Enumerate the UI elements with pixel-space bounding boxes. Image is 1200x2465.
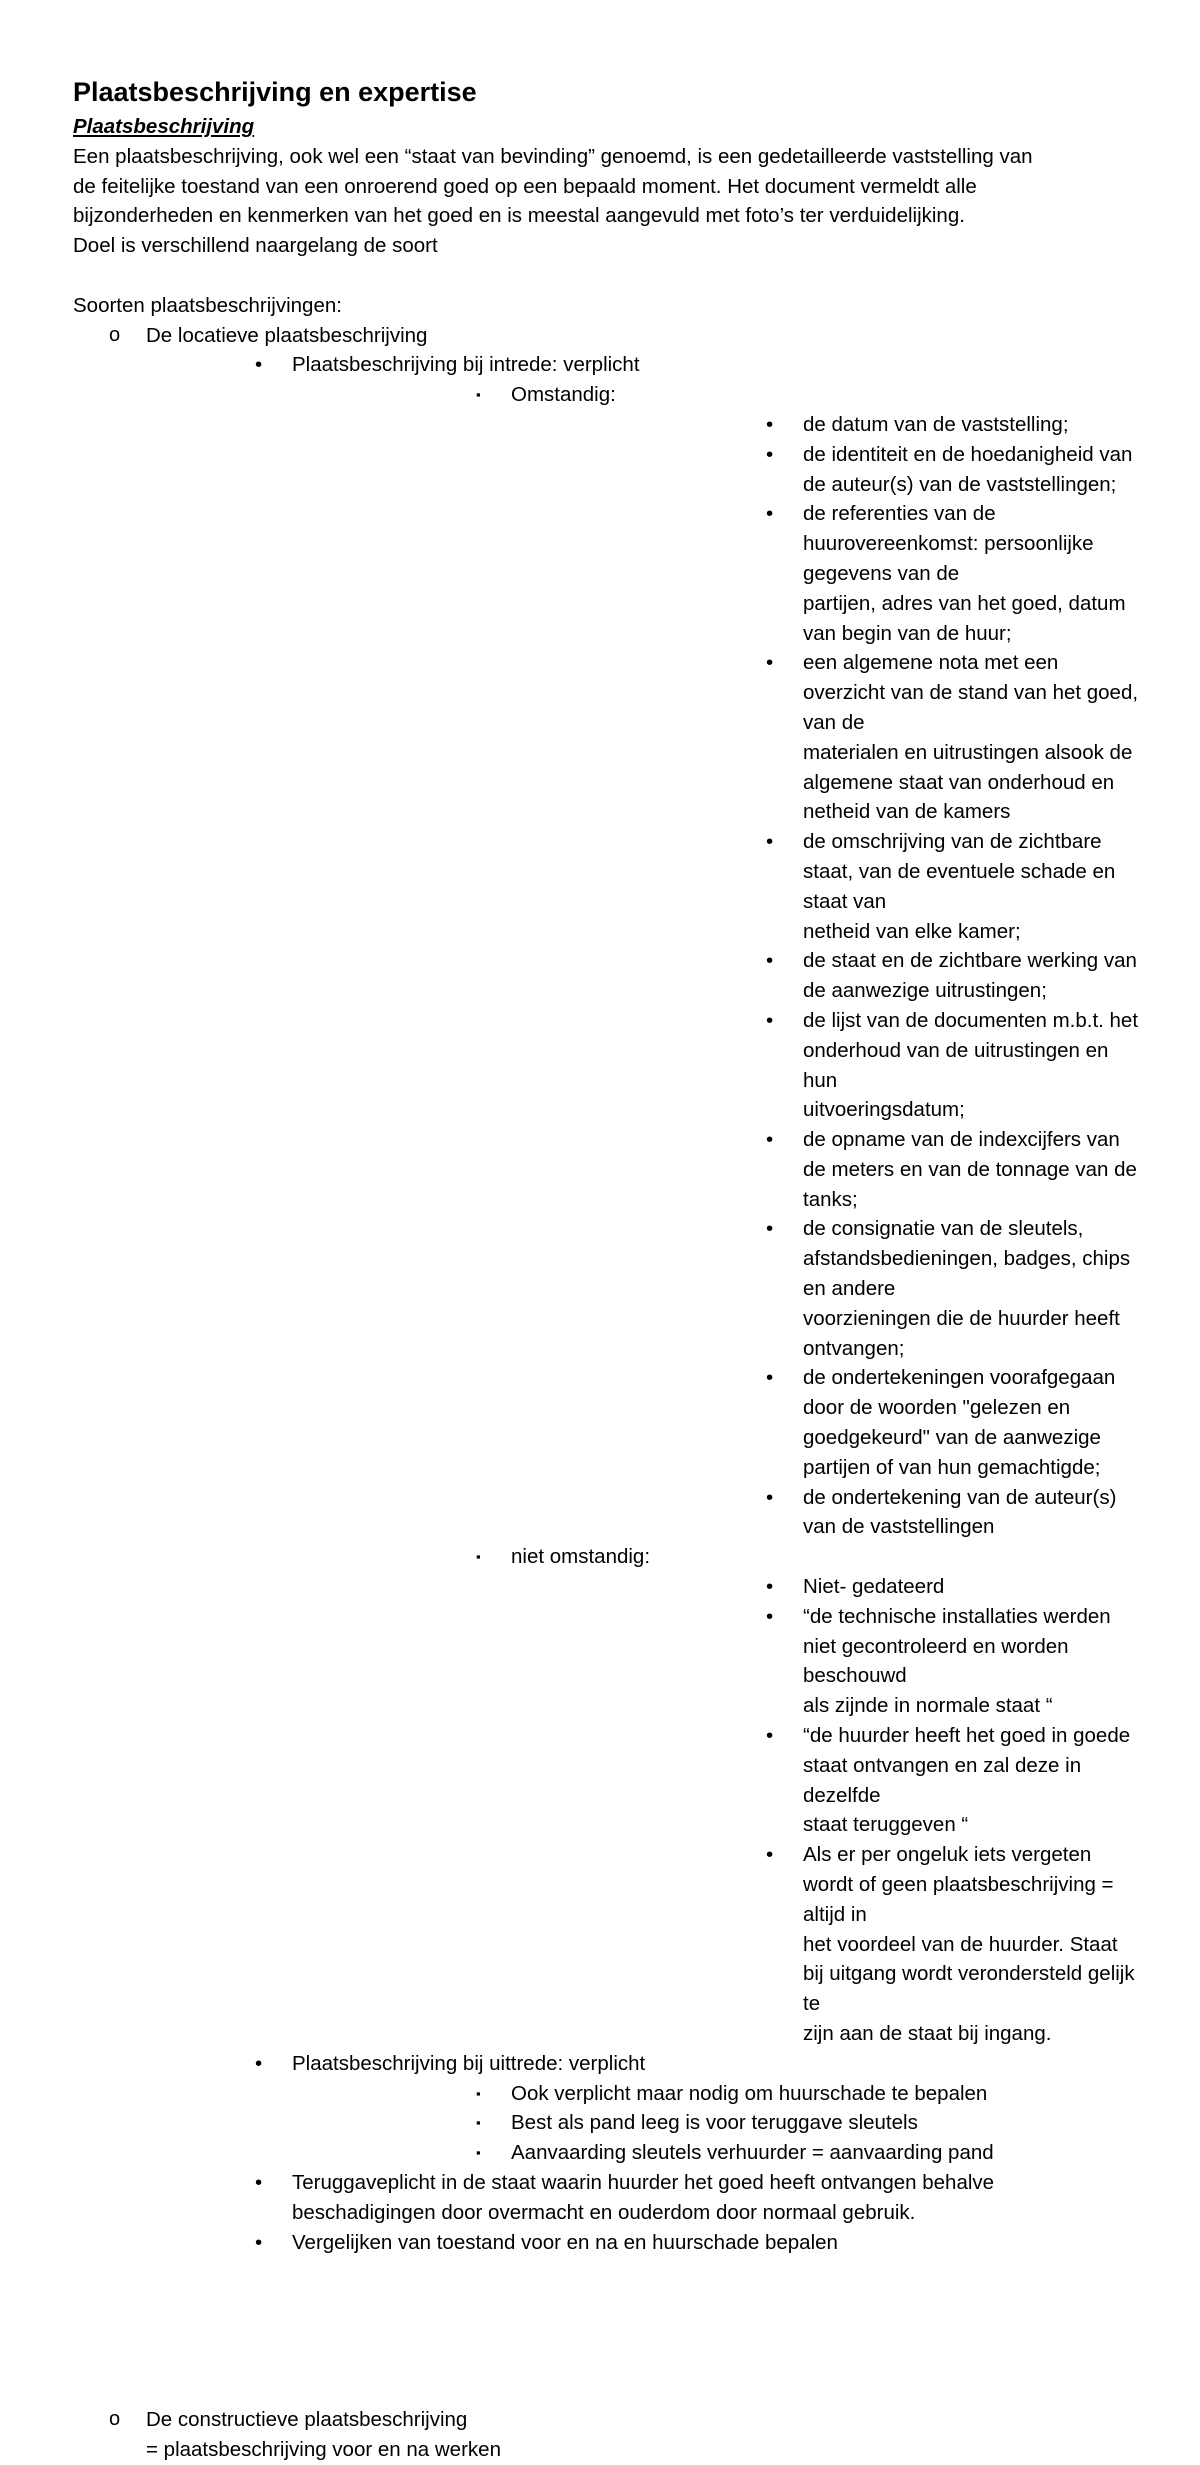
list-item-text: materialen en uitrustingen alsook de algemene staat van onderhoud en (803, 740, 1133, 794)
constructieve-definition: = plaatsbeschrijving voor en na werken (146, 2438, 501, 2462)
list-item-text: partijen, adres van het goed, datum van begin van de huur; (803, 591, 1126, 645)
bullet-icon: • (766, 1724, 774, 1748)
bullet-icon: • (766, 949, 774, 973)
bullet-icon: • (766, 1008, 774, 1032)
uittrede-label: Plaatsbeschrijving bij uittrede: verplicht (292, 2051, 646, 2075)
bullet-icon: • (766, 442, 774, 466)
list-item-text: voorzieningen die de huurder heeft ontvangen; (803, 1306, 1120, 1360)
list-item-intrede (146, 350, 1143, 2048)
list-item (511, 499, 1143, 648)
list-item-text: Best als pand leeg is voor teruggave sleutels (511, 2111, 918, 2135)
list-item-text: Niet- gedateerd (803, 1575, 945, 1599)
list-item-text: als zijnde in normale staat “ (803, 1694, 1053, 1718)
omstandig-items (511, 410, 1143, 1542)
list-item-text: netheid van de kamers (803, 800, 1011, 824)
bullet-icon: • (766, 1485, 774, 1509)
list-item (511, 410, 1143, 440)
blank-line (73, 261, 1143, 291)
square-bullet-icon: ▪ (476, 2145, 481, 2161)
intro-line-4: Doel is verschillend naargelang de soort (73, 234, 438, 258)
list-item (511, 827, 1143, 946)
square-bullet-icon: ▪ (476, 1549, 481, 1565)
list-item-text: Vergelijken van toestand voor en na en huurschade bepalen (292, 2230, 838, 2254)
list-item (511, 1125, 1143, 1214)
intro-line-3: bijzonderheden en kenmerken van het goed en is meestal aangevuld met foto’s ter verduidelijking. (73, 204, 965, 228)
list-item (511, 1214, 1143, 1363)
square-bullet-icon: ▪ (476, 2085, 481, 2101)
locatieve-label: De locatieve plaatsbeschrijving (146, 323, 428, 347)
list-item-text: Als er per ongeluk iets vergeten wordt of geen plaatsbeschrijving = altijd in (803, 1843, 1114, 1926)
list-item-text: de consignatie van de sleutels, afstandsbedieningen, badges, chips en andere (803, 1217, 1131, 1301)
list-item (511, 1602, 1143, 1721)
list-item (511, 1721, 1143, 1840)
list-item-text: Ook verplicht maar nodig om huurschade te bepalen (511, 2081, 988, 2105)
list-item (511, 648, 1143, 827)
bullet-icon: • (766, 1128, 774, 1152)
locatieve-sublist (146, 350, 1143, 2257)
bullet-icon: • (766, 502, 774, 526)
list-item-text: de lijst van de documenten m.b.t. het onderhoud van de uitrustingen en hun (803, 1008, 1139, 1092)
list-item-text: de ondertekeningen voorafgegaan door de woorden "gelezen en (803, 1366, 1116, 1420)
bullet-icon: • (766, 1843, 774, 1867)
square-bullet-icon: ▪ (476, 387, 481, 403)
types-list (73, 321, 1143, 2258)
list-item-text: de opname van de indexcijfers van de meters en van de tonnage van de tanks; (803, 1128, 1137, 1211)
omstandig-label: Omstandig: (511, 383, 616, 407)
list-item-locatieve (73, 321, 1143, 2258)
document-page (73, 76, 1143, 2465)
bullet-icon: • (255, 353, 263, 377)
list-item (511, 1006, 1143, 1125)
circle-marker-icon: o (109, 2408, 121, 2431)
list-item-text: de identiteit en de hoedanigheid van de auteur(s) van de vaststellingen; (803, 442, 1133, 496)
square-bullet-icon: ▪ (476, 2115, 481, 2131)
bullet-icon: • (255, 2230, 263, 2254)
list-item (511, 1483, 1143, 1543)
bullet-icon: • (766, 1217, 774, 1241)
intrede-label: Plaatsbeschrijving bij intrede: verplicht (292, 353, 640, 377)
intro-line-2: de feitelijke toestand van een onroerend goed op een bepaald moment. Het document vermeldt alle (73, 174, 977, 198)
section-subtitle: Plaatsbeschrijving (73, 115, 255, 138)
list-item-omstandig (292, 380, 1143, 1542)
list-item-text: uitvoeringsdatum; (803, 1098, 965, 1122)
list-item (511, 1840, 1143, 2049)
list-item-uittrede (146, 2049, 1143, 2168)
bullet-icon: • (766, 651, 774, 675)
list-item-text: de datum van de vaststelling; (803, 412, 1069, 436)
niet-omstandig-items (511, 1572, 1143, 2049)
intrede-sublist (292, 380, 1143, 2049)
list-item (292, 2079, 1143, 2109)
list-item (292, 2138, 1143, 2168)
list-item (511, 1572, 1143, 1602)
list-item (292, 2108, 1143, 2138)
list-item-text: staat teruggeven “ (803, 1813, 969, 1837)
bullet-icon: • (766, 1366, 774, 1390)
bullet-icon: • (255, 2170, 263, 2194)
list-item-text: het voordeel van de huurder. Staat bij uitgang wordt verondersteld gelijk te (803, 1932, 1135, 2016)
list-item (511, 1363, 1143, 1482)
list-item-text: de staat en de zichtbare werking van de aanwezige uitrustingen; (803, 949, 1137, 1003)
blank-space (73, 2257, 1143, 2405)
list-item-text: Aanvaarding sleutels verhuurder = aanvaarding pand (511, 2141, 994, 2165)
list-item-teruggaveplicht (146, 2168, 1143, 2228)
constructieve-label: De constructieve plaatsbeschrijving (146, 2408, 468, 2432)
list-item-niet-omstandig (292, 1542, 1143, 2049)
list-item-constructieve (73, 2405, 1143, 2465)
uittrede-sublist (292, 2079, 1143, 2168)
list-item-text: een algemene nota met een overzicht van de stand van het goed, van de (803, 651, 1139, 734)
page-title: Plaatsbeschrijving en expertise (73, 77, 477, 107)
soorten-heading: Soorten plaatsbeschrijvingen: (73, 293, 342, 317)
list-item (511, 440, 1143, 500)
niet-omstandig-label: niet omstandig: (511, 1545, 651, 1569)
bullet-icon: • (766, 412, 774, 436)
list-item-text: de ondertekening van de auteur(s) van de vaststellingen (803, 1485, 1117, 1539)
bullet-icon: • (766, 1604, 774, 1628)
list-item-text: netheid van elke kamer; (803, 919, 1021, 943)
list-item-vergelijken (146, 2228, 1143, 2258)
bullet-icon: • (255, 2051, 263, 2075)
list-item-text: “de huurder heeft het goed in goede staat ontvangen en zal deze in dezelfde (803, 1724, 1131, 1807)
list-item-text: zijn aan de staat bij ingang. (803, 2022, 1052, 2045)
list-item-text: “de technische installaties werden niet gecontroleerd en worden beschouwd (803, 1604, 1111, 1688)
list-item-text: de omschrijving van de zichtbare staat, van de eventuele schade en staat van (803, 830, 1116, 913)
intro-line-1: Een plaatsbeschrijving, ook wel een “staat van bevinding” genoemd, is een gedetailleerde vaststelling van (73, 144, 1033, 168)
bullet-icon: • (766, 830, 774, 854)
bullet-icon: • (766, 1575, 774, 1599)
list-item-text: goedgekeurd" van de aanwezige partijen of van hun gemachtigde; (803, 1426, 1101, 1479)
circle-marker-icon: o (109, 323, 121, 346)
list-item-text: Teruggaveplicht in de staat waarin huurder het goed heeft ontvangen behalve (292, 2170, 995, 2194)
types-list-continued (73, 2405, 1143, 2465)
list-item-text: de referenties van de huurovereenkomst: persoonlijke gegevens van de (803, 502, 1094, 585)
list-item-text: beschadigingen door overmacht en ouderdom door normaal gebruik. (292, 2200, 916, 2224)
list-item (511, 946, 1143, 1006)
